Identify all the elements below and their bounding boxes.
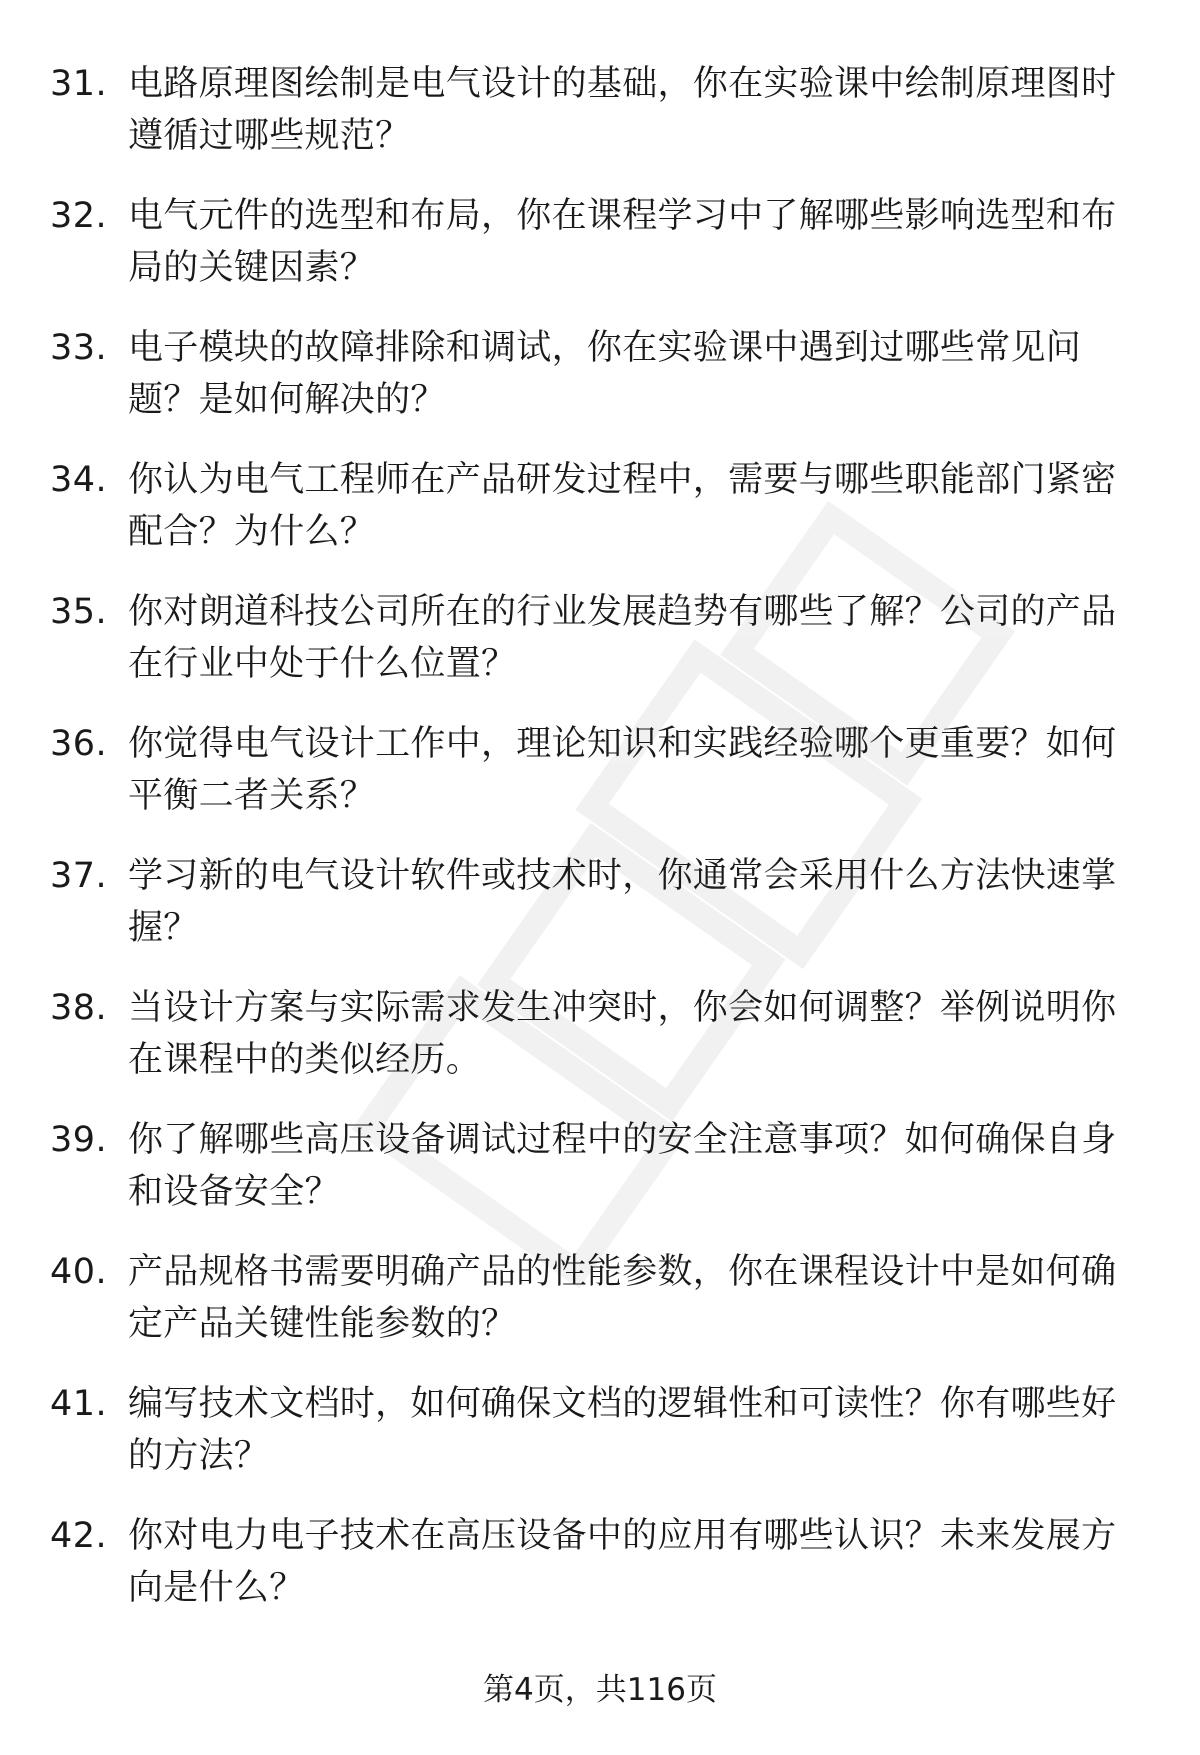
question-item <box>50 718 1140 850</box>
question-text: 产品规格书需要明确产品的性能参数，你在课程设计中是如何确定产品关键性能参数的？ <box>128 1252 1117 1344</box>
question-item <box>50 322 1140 454</box>
question-text: 你了解哪些高压设备调试过程中的安全注意事项？如何确保自身和设备安全？ <box>128 1120 1117 1212</box>
question-number: 42. <box>50 1516 108 1556</box>
question-text: 电子模块的故障排除和调试，你在实验课中遇到过哪些常见问题？是如何解决的？ <box>128 328 1082 420</box>
question-number: 31. <box>50 64 108 104</box>
question-number: 38. <box>50 988 108 1028</box>
question-text: 你觉得电气设计工作中，理论知识和实践经验哪个更重要？如何平衡二者关系？ <box>128 724 1117 816</box>
question-text: 你对朗道科技公司所在的行业发展趋势有哪些了解？公司的产品在行业中处于什么位置？ <box>128 592 1117 684</box>
question-item <box>50 58 1140 190</box>
question-text: 你认为电气工程师在产品研发过程中，需要与哪些职能部门紧密配合？为什么？ <box>128 460 1117 552</box>
question-number: 40. <box>50 1252 108 1292</box>
question-item <box>50 1246 1140 1378</box>
question-item <box>50 1114 1140 1246</box>
question-number: 41. <box>50 1384 108 1424</box>
question-text: 编写技术文档时，如何确保文档的逻辑性和可读性？你有哪些好的方法？ <box>128 1384 1117 1476</box>
question-text: 你对电力电子技术在高压设备中的应用有哪些认识？未来发展方向是什么？ <box>128 1516 1117 1608</box>
question-number: 34. <box>50 460 108 500</box>
question-text: 电气元件的选型和布局，你在课程学习中了解哪些影响选型和布局的关键因素？ <box>128 196 1117 288</box>
question-list <box>50 58 1140 1642</box>
question-item <box>50 1510 1140 1642</box>
question-number: 39. <box>50 1120 108 1160</box>
question-item <box>50 190 1140 322</box>
question-number: 32. <box>50 196 108 236</box>
question-item <box>50 982 1140 1114</box>
question-text: 当设计方案与实际需求发生冲突时，你会如何调整？举例说明你在课程中的类似经历。 <box>128 988 1117 1080</box>
question-text: 电路原理图绘制是电气设计的基础，你在实验课中绘制原理图时遵循过哪些规范？ <box>128 64 1117 156</box>
question-item <box>50 1378 1140 1510</box>
question-text: 学习新的电气设计软件或技术时，你通常会采用什么方法快速掌握？ <box>128 856 1117 948</box>
question-item <box>50 454 1140 586</box>
question-item <box>50 586 1140 718</box>
question-number: 35. <box>50 592 108 632</box>
question-number: 36. <box>50 724 108 764</box>
question-number: 33. <box>50 328 108 368</box>
question-number: 37. <box>50 856 108 896</box>
page-number-footer: 第4页，共116页 <box>483 1672 717 1708</box>
question-item <box>50 850 1140 982</box>
